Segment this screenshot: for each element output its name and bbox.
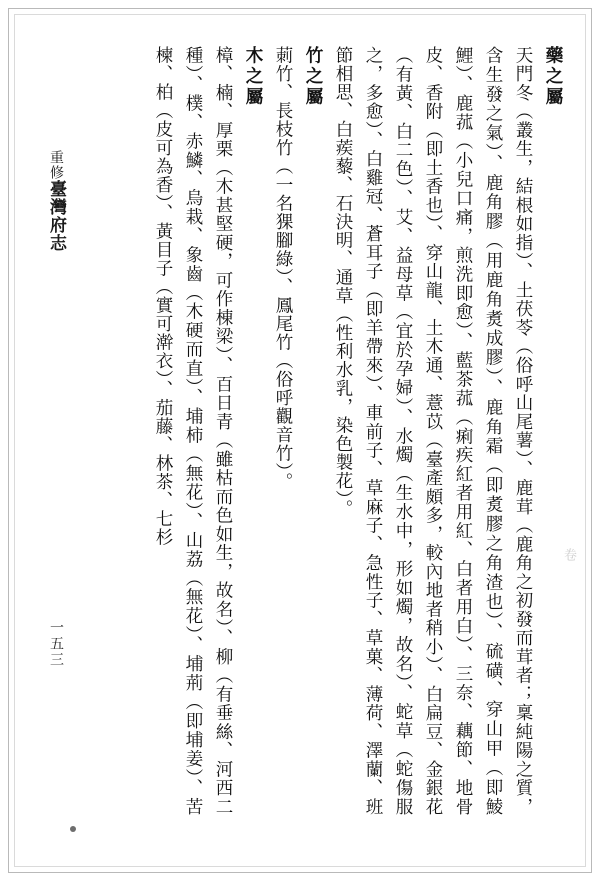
page-number: 一五三	[48, 620, 64, 668]
section-body-bamboos: 莿竹、長枝竹（一名猓腳綠）、鳳尾竹（俗呼觀音竹）。	[273, 46, 293, 491]
section-heading-medicinals: 藥之屬	[543, 46, 563, 108]
section-body-trees: 樟、楠、厚栗（木甚堅硬，可作棟梁）、百日青（雖枯而色如生，故名）、柳（有垂絲、河西二種）、樸、赤鱗、烏栽、象齒（木硬而直）、埔柿（無花）、山荔（無花）、埔荊（即埔姜）、苦楝、柏（皮可為香）、黃目子（實可澣衣）、茄藤、林茶、七杉	[153, 46, 233, 816]
section-body-medicinals: 天門冬（叢生，結根如指）、土茯苓（俗呼山尾薯）、鹿茸（鹿角之初發而茸者；稟純陽之質，含生發之氣）、鹿角膠（用鹿角煑成膠）、鹿角霜（即煑膠之角渣也）、硫磺、穿山甲（即鯪鯉）、鹿菰（小兒口痛，煎洗即愈）、藍茶菰（痢疾紅者用紅、白者用白）、三奈、藕節、地骨皮、香附（即土香也）、穿山龍、土木通、薏苡（臺產頗多，較內地者稍小）、白扁豆、金銀花（有黃、白二色）、艾、益母草（宜於孕婦）、水燭（生水中，形如燭，故名）、蛇草（蛇傷服之，多愈）、白雞冠、蒼耳子（即羊帶來）、車前子、草麻子、急性子、草菓、薄荷、澤蘭、班節相思、白蒺藜、石決明、通草（性利水乳，染色製花）。	[333, 46, 533, 816]
right-margin-mark: 卷	[561, 548, 576, 561]
page-body	[28, 46, 568, 816]
section-heading-trees: 木之屬	[243, 46, 263, 108]
ink-speck	[70, 826, 76, 832]
running-head	[44, 150, 69, 252]
running-head-prefix: 重修	[48, 150, 64, 180]
section-heading-bamboos: 竹之屬	[303, 46, 323, 108]
running-head-title: 臺灣府志	[46, 180, 66, 252]
